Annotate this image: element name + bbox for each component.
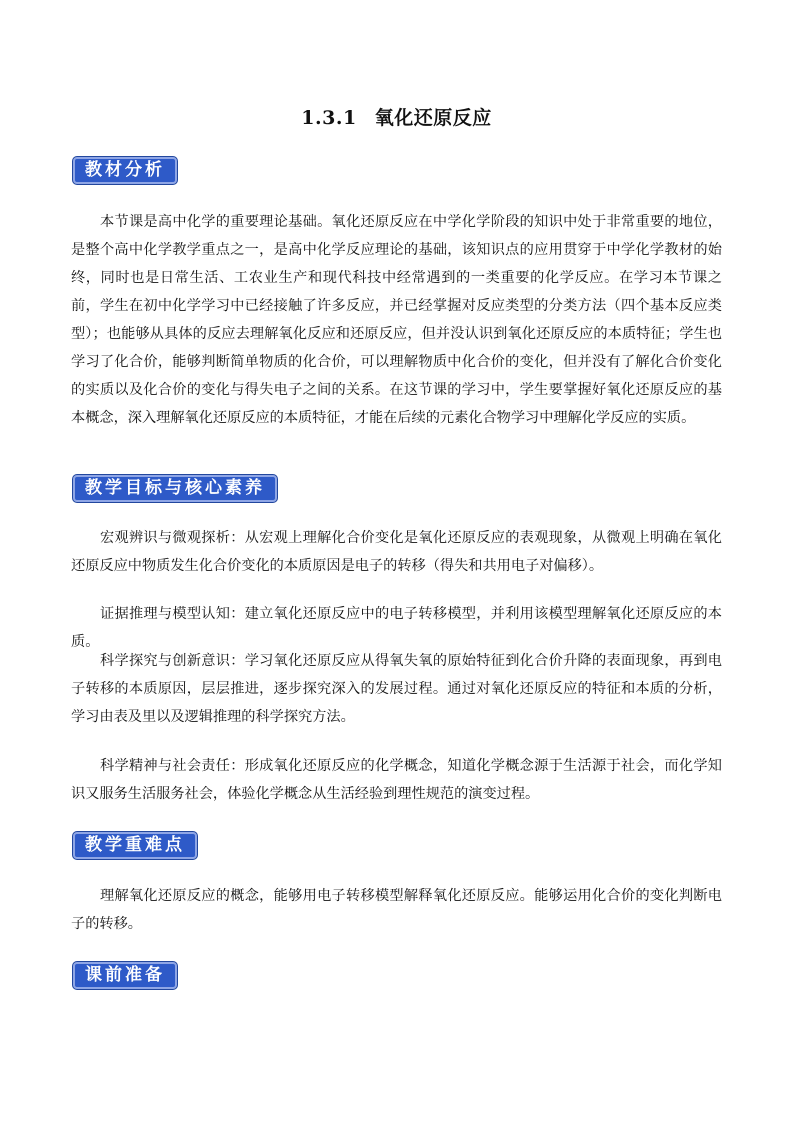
difficulties-paragraph: 理解氧化还原反应的概念，能够用电子转移模型解释氧化还原反应。能够运用化合价的变化判断电子的转移。 <box>71 888 722 932</box>
section-heading-goals: 教学目标与核心素养 <box>73 475 277 502</box>
page-title <box>0 103 793 130</box>
analysis-paragraph: 本节课是高中化学的重要理论基础。氧化还原反应在中学化学阶段的知识中处于非常重要的地位，是整个高中化学教学重点之一，是高中化学反应理论的基础，该知识点的应用贯穿于中学化学教材的始终，同时也是日常生活、工农业生产和现代科技中经常遇到的一类重要的化学反应。在学习本节课之前，学生在初中化学学习中已经接触了许多反应，并已经掌握对反应类型的分类方法（四个基本反应类型）；也能够从具体的反应去理解氧化反应和还原反应，但并没认识到氧化还原反应的本质特征；学生也学习了化合价，能够判断简单物质的化合价，可以理解物质中化合价的变化，但并没有了解化合价变化的实质以及化合价的变化与得失电子之间的关系。在这节课的学习中，学生要掌握好氧化还原反应的基本概念，深入理解氧化还原反应的本质特征，才能在后续的元素化合物学习中理解化学反应的实质。 <box>71 214 722 426</box>
goals-paragraph-3: 科学探究与创新意识：学习氧化还原反应从得氧失氧的原始特征到化合价升降的表面现象，再到电子转移的本质原因，层层推进，逐步探究深入的发展过程。通过对氧化还原反应的特征和本质的分析，学习由表及里以及逻辑推理的科学探究方法。 <box>71 653 722 725</box>
section-heading-analysis: 教材分析 <box>73 157 177 184</box>
title-number: 1.3.1 <box>301 107 357 129</box>
goals-paragraph-1: 宏观辨识与微观探析：从宏观上理解化合价变化是氧化还原反应的表观现象，从微观上明确在氧化还原反应中物质发生化合价变化的本质原因是电子的转移（得失和共用电子对偏移）。 <box>71 530 722 574</box>
title-text: 氧化还原反应 <box>374 107 492 129</box>
section-heading-preparation: 课前准备 <box>73 962 177 989</box>
goals-paragraph-2: 证据推理与模型认知：建立氧化还原反应中的电子转移模型，并利用该模型理解氧化还原反应的本质。 <box>71 606 722 650</box>
section-heading-difficulties: 教学重难点 <box>73 832 197 859</box>
goals-paragraph-4: 科学精神与社会责任：形成氧化还原反应的化学概念，知道化学概念源于生活源于社会，而化学知识又服务生活服务社会，体验化学概念从生活经验到理性规范的演变过程。 <box>71 758 722 802</box>
